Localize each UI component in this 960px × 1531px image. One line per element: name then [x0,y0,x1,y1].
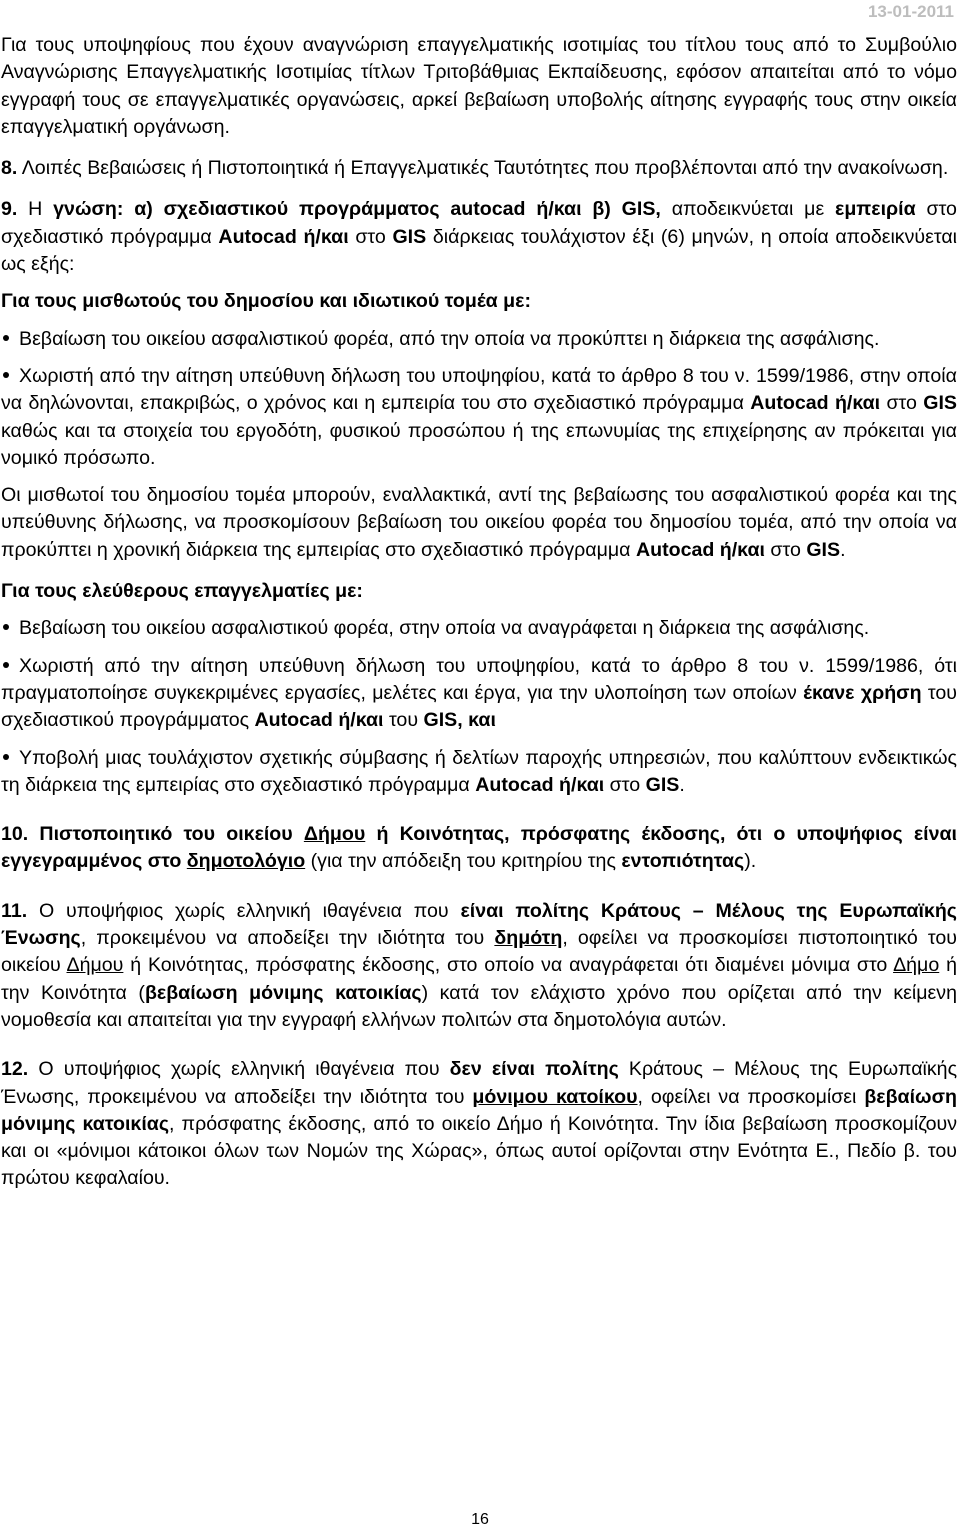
item-10-text: εντοπιότητας [621,850,745,873]
item-11-text: βεβαίωση μόνιμης κατοικίας [144,981,422,1004]
bullet-icon [3,662,9,668]
document-page [1,32,957,1193]
item-12-text: , οφείλει να προσκομίσει [637,1085,857,1108]
item-10 [1,821,957,876]
item-12-text: Ο υποψήφιος χωρίς ελληνική ιθαγένεια που [38,1058,440,1081]
item-12 [1,1056,957,1192]
bullet-text: Autocad ή/και [750,392,881,415]
public-sector-paragraph [1,482,957,564]
item-11 [1,898,957,1034]
item-11-text: ή την Κοινότητα ( [1,954,957,1004]
freelancers-bullet-2 [1,653,957,735]
item-9-text: διάρκειας τουλάχιστον έξι (6) μηνών, η οποία αποδεικνύεται ως εξής: [1,225,957,276]
employees-bullet-1 [1,326,957,353]
item-11-text: ) κατά τον ελάχιστο χρόνο που ορίζεται από την κείμενη νομοθεσία και απαιτείται για την εγγραφή ελλήνων πολιτών στα δημοτολόγια αυτών. [1,981,957,1031]
paragraph-text: GIS [806,538,841,561]
item-11-number: 11. [1,899,28,922]
bullet-text: Autocad ή/και [475,773,605,796]
item-9-text: Autocad ή/και [218,225,349,248]
item-9-text: Η [28,198,43,221]
item-11-text: είναι πολίτης Κράτους – Μέλους της Ευρωπαϊκής Ένωσης [1,899,957,950]
intro-paragraph: Για τους υποψηφίους που έχουν αναγνώριση επαγγελματικής ισοτιμίας του τίτλου τους από το Συμβούλιο Αναγνώρισης Επαγγελματικής Ισοτιμίας τίτλων Τριτοβάθμιας Εκπαίδευσης, εφόσον απαιτείται από το νόμο εγγραφή τους σε επαγγελματικές οργανώσεις, αρκεί βεβαίωση υποβολής αίτησης εγγραφής τους στην οικεία επαγγελματική οργάνωση. [1,34,957,138]
bullet-text: καθώς και τα στοιχεία του εργοδότη, φυσικού προσώπου ή της επωνυμίας της επιχείρησης αν πρόκειται για νομικό πρόσωπο. [1,419,957,469]
bullet-text: στο [609,773,641,796]
bullet-text: του [388,709,419,732]
item-12-text: μόνιμου κατοίκου [472,1085,638,1108]
item-11-text: δημότη [494,927,563,950]
item-12-text: δεν είναι πολίτης [449,1058,619,1081]
item-12-text: Κράτους – Μέλους της Ευρωπαϊκής Ένωσης, προκειμένου να αποδείξει την ιδιότητα του [1,1058,958,1108]
item-10-text: (για την απόδειξη του κριτηρίου της [310,850,616,873]
item-9-text: γνώση: α) σχεδιαστικού προγράμματος autocad ή/και β) GIS, [53,198,661,221]
item-9 [1,196,957,278]
item-10-text: Δήμου [303,823,366,846]
item-9-text: αποδεικνύεται με [671,198,825,221]
bullet-text: Χωριστή από την αίτηση υπεύθυνη δήλωση του υποψηφίου, κατά το άρθρο 8 του ν. 1599/1986, ότι πραγματοποίησε συγκεκριμένες εργασίες, μελέτες και έργα, για την υλοποίηση των οποίων [1,654,957,704]
item-10-text: Πιστοποιητικό του οικείου [39,823,293,846]
item-11-text: , προκειμένου να αποδείξει την ιδιότητα του [80,927,485,950]
header-date: 13-01-2011 [867,2,954,21]
bullet-text: Βεβαίωση του οικείου ασφαλιστικού φορέα, από την οποία να προκύπτει η διάρκεια της ασφάλισης. [19,327,880,350]
bullet-icon [3,335,9,341]
item-11-text: Δήμου [66,954,124,977]
item-12-text: , πρόσφατης έκδοσης, από το οικείο Δήμο ή Κοινότητα. Την ίδια βεβαίωση προσκομίζουν και οι «μόνιμοι κάτοικοι όλων των Νομών της Χώρας», όπως αυτοί ορίζονται στην Ενότητα Ε., Πεδίο β. του πρώτου κεφαλαίου. [1,1112,957,1190]
bullet-icon [3,624,9,630]
freelancers-bullet-1 [1,615,957,642]
item-9-text: στο σχεδιαστικό πρόγραμμα [1,198,957,248]
paragraph-text: Autocad ή/και [635,538,765,561]
bullet-text: GIS [923,392,957,415]
item-8-text: Λοιπές Βεβαιώσεις ή Πιστοποιητικά ή Επαγγελματικές Ταυτότητες που προβλέπονται από την ανακοίνωση. [21,157,949,180]
bullet-text: Autocad ή/και [254,709,384,732]
paragraph-text: Οι μισθωτοί του δημοσίου τομέα μπορούν, εναλλακτικά, αντί της βεβαίωσης του ασφαλιστικού φορέα και της υπεύθυνης δήλωσης, να προσκομίσουν βεβαίωση του οικείου φορέα του δημοσίου τομέα, από την οποία να προκύπτει η χρονική διάρκεια της εμπειρίας στο σχεδιαστικό πρόγραμμα [1,484,957,561]
bullet-text: . [679,773,685,796]
bullet-text: GIS [645,773,680,796]
item-11-text: Ο υποψήφιος χωρίς ελληνική ιθαγένεια που [38,899,449,922]
item-9-text: στο [355,225,386,248]
item-11-text: , οφείλει να προσκομίσει πιστοποιητικό του οικείου [1,927,957,977]
item-10-text: ). [744,850,757,873]
paragraph-text: . [840,538,846,561]
bullet-text: Υποβολή μιας τουλάχιστον σχετικής σύμβασης ή δελτίων παροχής υπηρεσιών, που καλύπτουν ενδεικτικώς τη διάρκεια της εμπειρίας στο σχεδιαστικό πρόγραμμα [1,746,957,796]
item-10-number: 10. [1,823,29,846]
bullet-text: Χωριστή από την αίτηση υπεύθυνη δήλωση του υποψηφίου, κατά το άρθρο 8 του ν. 1599/1986, στην οποία να δηλώνονται, επακριβώς, ο χρόνος και η εμπειρία του στο σχεδιαστικό πρόγραμμα [1,364,957,415]
freelancers-bullet-3 [1,745,957,800]
item-12-number: 12. [1,1058,29,1081]
bullet-icon [3,754,9,760]
bullet-text: του σχεδιαστικού προγράμματος [1,681,957,732]
bullet-text: έκανε χρήση [803,681,922,704]
item-8 [1,155,957,182]
item-11-text: ή Κοινότητας, πρόσφατης έκδοσης, στο οποίο να αναγράφεται ότι διαμένει μόνιμα στο [130,954,888,977]
item-9-text: εμπειρία [835,198,916,221]
bullet-text: Βεβαίωση του οικείου ασφαλιστικού φορέα, στην οποία να αναγράφεται η διάρκεια της ασφάλισης. [19,617,870,640]
item-10-text: ή Κοινότητας, πρόσφατης έκδοσης, ότι ο υποψήφιος είναι εγγεγραμμένος στο [1,823,957,873]
item-9-number: 9. [1,198,18,221]
bullet-text: στο [886,392,917,415]
item-9-text: GIS [392,225,427,248]
item-10-text: δημοτολόγιο [186,850,306,873]
employees-heading: Για τους μισθωτούς του δημοσίου και ιδιωτικού τομέα με: [1,290,531,313]
item-8-number: 8. [1,157,18,180]
item-12-text: βεβαίωση μόνιμης κατοικίας [1,1085,957,1135]
freelancers-heading: Για τους ελεύθερους επαγγελματίες με: [1,580,363,603]
bullet-text: GIS, και [423,709,496,732]
page-number: 16 [471,1511,489,1528]
bullet-icon [3,372,9,378]
employees-bullet-2 [1,363,957,472]
item-11-text: Δήμο [893,954,940,977]
paragraph-text: στο [770,538,801,561]
